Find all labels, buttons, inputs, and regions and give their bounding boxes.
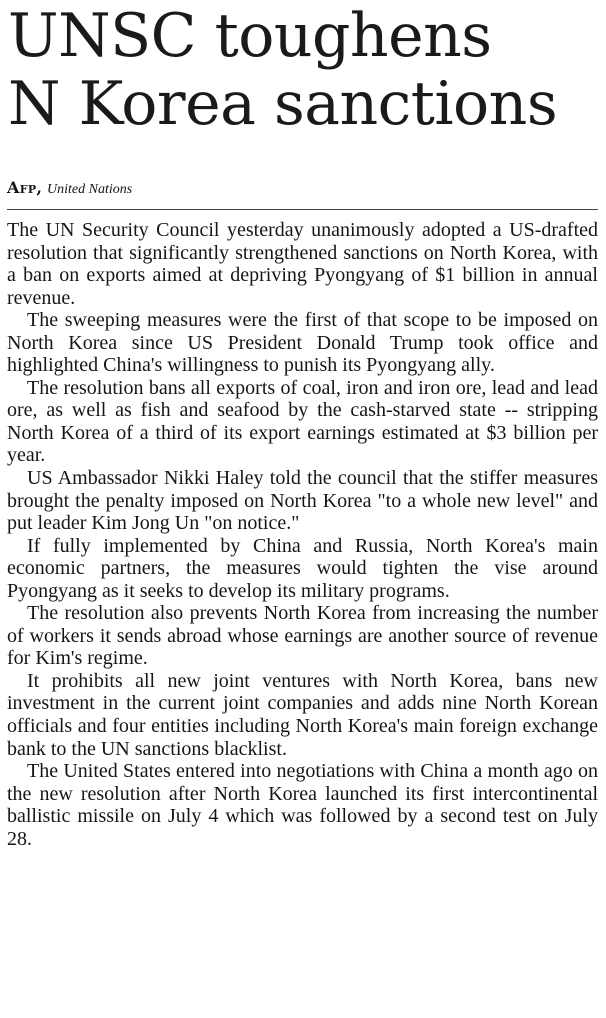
headline-line-1: UNSC toughens [8,1,492,71]
article-paragraph: US Ambassador Nikki Haley told the council that the stiffer measures brought the penalty imposed on North Korea "to a whole new level" and put leader Kim Jong Un "on notice." [7,467,598,535]
article-paragraph: If fully implemented by China and Russia, North Korea's main economic partners, the measures would tighten the vise around Pyongyang as it seeks to develop its military programs. [7,534,598,602]
article-body [7,219,598,850]
headline [8,2,598,138]
article-paragraph: The sweeping measures were the first of that scope to be imposed on North Korea since US President Donald Trump took office and highlighted China's willingness to punish its Pyongyang ally. [7,309,598,377]
byline-divider [7,209,598,210]
article-paragraph: The resolution bans all exports of coal, iron and iron ore, lead and lead ore, as well as fish and seafood by the cash-starved state -- stripping North Korea of a third of its export earnings estimated at $3 billion per year. [7,376,598,467]
byline [7,178,132,200]
article-paragraph: The resolution also prevents North Korea from increasing the number of workers it sends abroad whose earnings are another source of revenue for Kim's regime. [7,602,598,670]
byline-agency: Afp, [7,178,43,197]
article-paragraph: The United States entered into negotiations with China a month ago on the new resolution after North Korea launched its first intercontinental ballistic missile on July 4 which was followed by a second test on July 28. [7,760,598,850]
headline-line-2: N Korea sanctions [8,69,558,139]
article-paragraph: It prohibits all new joint ventures with North Korea, bans new investment in the current joint companies and adds nine North Korean officials and four entities including North Korea's main foreign exchange bank to the UN sanctions blacklist. [7,669,598,760]
article-paragraph: The UN Security Council yesterday unanimously adopted a US-drafted resolution that significantly strengthened sanctions on North Korea, with a ban on exports aimed at depriving Pyongyang of $1 billion in annual revenue. [7,219,598,309]
byline-dateline: United Nations [47,182,133,197]
